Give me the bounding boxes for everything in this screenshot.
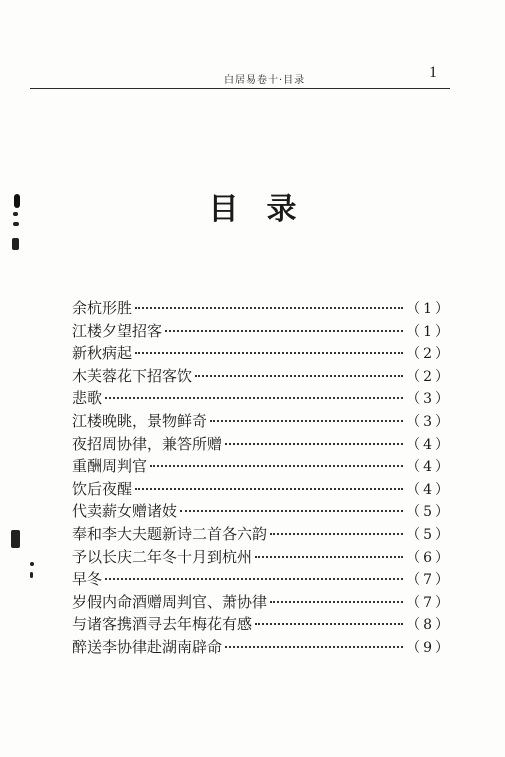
toc-entry-page: （5）: [406, 526, 452, 543]
binding-mark: [11, 530, 20, 548]
toc-dot-leader: [135, 352, 403, 354]
page-number: 1: [429, 64, 437, 81]
toc-dot-leader: [105, 578, 403, 580]
toc-entry-title: 与诸客携酒寻去年梅花有感: [72, 615, 253, 634]
toc-entry-page: （7）: [406, 594, 452, 611]
toc-dot-leader: [105, 397, 403, 399]
toc-entry-page: （3）: [406, 391, 452, 408]
running-header: 白居易卷十·目录: [224, 75, 306, 86]
binding-mark: [14, 194, 20, 208]
toc-entry-title: 醉送李协律赴湖南辟命: [72, 637, 223, 656]
toc-entry-title: 代卖薪女赠诸妓: [72, 502, 178, 521]
toc-dot-leader: [255, 623, 403, 625]
toc-entry-page: （4）: [406, 459, 452, 476]
toc-dot-leader: [135, 307, 403, 309]
toc-entry-title: 奉和李大夫题新诗二首各六韵: [72, 524, 268, 543]
toc-entry: [72, 478, 452, 501]
toc-entry: [72, 546, 452, 569]
toc-entry-title: 木芙蓉花下招客饮: [72, 366, 193, 385]
toc-entry-title: 重酬周判官: [72, 457, 148, 476]
toc-entry-page: （7）: [406, 572, 452, 589]
toc-entry-title: 江楼晚眺，景物鲜奇: [72, 411, 208, 430]
toc-entry: [72, 410, 452, 433]
toc-entry: [72, 297, 452, 320]
page-title: 目录: [208, 192, 325, 227]
toc-entry-page: （2）: [406, 368, 452, 385]
toc-entry-title: 早冬: [72, 570, 103, 589]
toc-entry: [72, 523, 452, 546]
binding-mark: [12, 238, 19, 250]
toc-entry: [72, 613, 452, 636]
header-rule: [30, 88, 450, 89]
toc-entry: [72, 568, 452, 591]
toc-entry-title: 予以长庆二年冬十月到杭州: [72, 547, 253, 566]
toc-entry-page: （9）: [406, 639, 452, 656]
toc-entry-title: 新秋病起: [72, 344, 133, 363]
toc-entry-page: （8）: [406, 617, 452, 634]
toc-entry: [72, 433, 452, 456]
toc-entry-title: 悲歌: [72, 389, 103, 408]
toc-dot-leader: [270, 601, 403, 603]
toc-entry: [72, 455, 452, 478]
toc-entry-page: （2）: [406, 346, 452, 363]
toc-entry: [72, 365, 452, 388]
toc-entry: [72, 500, 452, 523]
table-of-contents: [72, 297, 452, 659]
toc-entry: [72, 591, 452, 614]
toc-dot-leader: [195, 375, 403, 377]
toc-entry: [72, 636, 452, 659]
toc-entry-page: （1）: [406, 301, 452, 317]
binding-mark: [13, 212, 18, 216]
toc-dot-leader: [210, 420, 403, 422]
toc-entry-page: （6）: [406, 549, 452, 566]
toc-dot-leader: [150, 465, 403, 467]
toc-entry: [72, 342, 452, 365]
binding-mark: [13, 222, 19, 226]
toc-entry-title: 夜招周协律，兼答所赠: [72, 434, 223, 453]
toc-entry-title: 余杭形胜: [72, 299, 133, 317]
toc-dot-leader: [225, 443, 403, 445]
toc-entry: [72, 387, 452, 410]
toc-entry-page: （5）: [406, 504, 452, 521]
toc-entry-title: 饮后夜醒: [72, 479, 133, 498]
toc-dot-leader: [255, 556, 403, 558]
toc-dot-leader: [180, 510, 403, 512]
binding-mark: [30, 572, 33, 578]
toc-entry-page: （4）: [406, 481, 452, 498]
toc-entry-title: 江楼夕望招客: [72, 321, 163, 340]
toc-entry-page: （1）: [406, 323, 452, 340]
toc-entry: [72, 320, 452, 343]
toc-entry-page: （4）: [406, 436, 452, 453]
toc-entry-title: 岁假内命酒赠周判官、萧协律: [72, 592, 268, 611]
binding-mark: [30, 562, 34, 566]
toc-dot-leader: [270, 533, 403, 535]
toc-dot-leader: [165, 330, 403, 332]
toc-dot-leader: [225, 646, 403, 648]
toc-entry-page: （3）: [406, 413, 452, 430]
toc-dot-leader: [135, 488, 403, 490]
